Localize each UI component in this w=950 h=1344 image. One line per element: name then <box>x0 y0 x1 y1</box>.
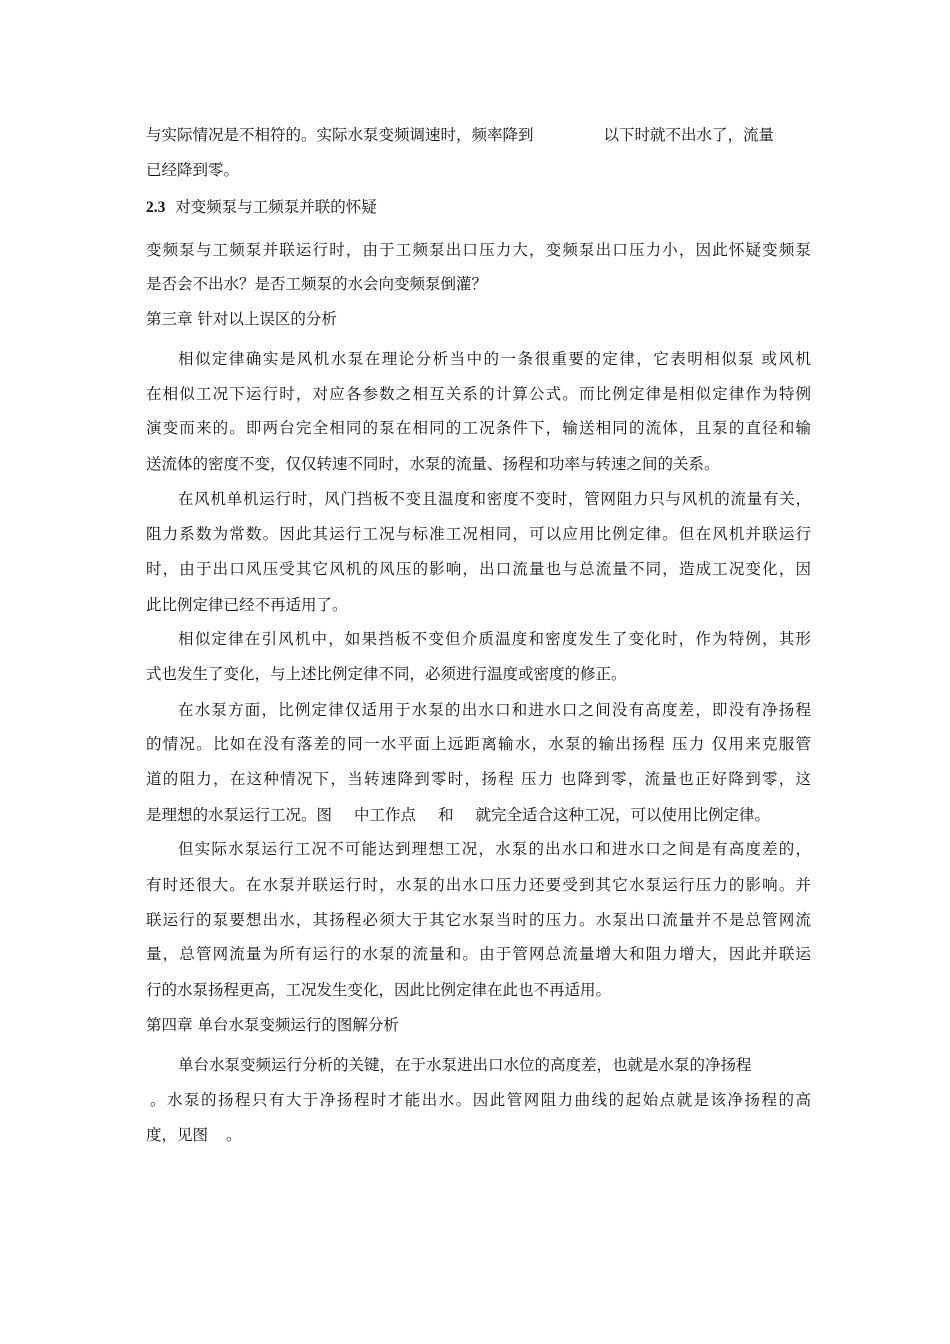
text-segment: 度，见图 <box>146 1126 209 1144</box>
text-line: 量，总管网流量为所有运行的水泵的流量和。由于管网总流量增大和阻力增大，因此并联运 <box>146 945 811 963</box>
text-line: 已经降到零。 <box>146 161 240 179</box>
text-segment: 和 <box>438 806 454 824</box>
text-line <box>146 125 811 145</box>
section-title: 对变频泵与工频泵并联的怀疑 <box>175 198 377 216</box>
text-line: 在水泵方面，比例定律仅适用于水泵的出水口和进水口之间没有高度差，即没有净扬程 <box>178 701 811 719</box>
text-segment: 以下时就不出水了，流量 <box>603 126 775 144</box>
text-line <box>146 1125 811 1145</box>
text-line: 单台水泵变频运行分析的关键，在于水泵进出口水位的高度差，也就是水泵的净扬程 <box>178 1056 752 1074</box>
section-heading <box>146 197 811 218</box>
text-line: 相似定律在引风机中，如果挡板不变但介质温度和密度发生了变化时，作为特例，其形 <box>178 630 811 648</box>
text-line: 但实际水泵运行工况不可能达到理想工况，水泵的出水口和进水口之间是有高度差的， <box>178 840 811 858</box>
text-segment: 是理想的水泵运行工况。图 <box>146 806 333 824</box>
chapter-heading: 第三章 针对以上误区的分析 <box>146 310 337 328</box>
text-line <box>146 805 811 825</box>
text-line: 道的阻力，在这种情况下，当转速降到零时，扬程 压力 也降到零，流量也正好降到零，这 <box>146 770 811 788</box>
text-line: 时，由于出口风压受其它风机的风压的影响，出口流量也与总流量不同，造成工况变化，因 <box>146 560 811 578</box>
text-segment: 中工作点 <box>354 806 417 824</box>
text-segment: 就完全适合这种工况，可以使用比例定律。 <box>475 806 771 824</box>
text-segment: 与实际情况是不相符的。实际水泵变频调速时，频率降到 <box>146 126 534 144</box>
text-line: 式也发生了变化，与上述比例定律不同，必须进行温度或密度的修正。 <box>146 665 627 683</box>
section-number: 2.3 <box>146 199 166 216</box>
text-line: 演变而来的。即两台完全相同的泵在相同的工况条件下，输送相同的流体，且泵的直径和输 <box>146 419 811 437</box>
text-line: 有时还很大。在水泵并联运行时，水泵的出水口压力还要受到其它水泵运行压力的影响。并 <box>146 876 811 894</box>
text-line: 此比例定律已经不再适用了。 <box>146 596 348 614</box>
text-line: 相似定律确实是风机水泵在理论分析当中的一条很重要的定律，它表明相似泵 或风机 <box>178 350 811 368</box>
chapter-heading: 第四章 单台水泵变频运行的图解分析 <box>146 1016 399 1034</box>
text-line: 变频泵与工频泵并联运行时，由于工频泵出口压力大，变频泵出口压力小，因此怀疑变频泵 <box>146 241 811 259</box>
text-line: 。水泵的扬程只有大于净扬程时才能出水。因此管网阻力曲线的起始点就是该净扬程的高 <box>150 1091 811 1109</box>
text-line: 在风机单机运行时，风门挡板不变且温度和密度不变时，管网阻力只与风机的流量有关， <box>178 490 811 508</box>
text-line: 行的水泵扬程更高，工况发生变化，因此比例定律在此也不再适用。 <box>146 981 612 999</box>
text-line: 的情况。比如在没有落差的同一水平面上远距离输水，水泵的输出扬程 压力 仅用来克服管 <box>146 735 811 753</box>
text-line: 在相似工况下运行时，对应各参数之相互关系的计算公式。而比例定律是相似定律作为特例 <box>146 385 811 403</box>
text-line: 阻力系数为常数。因此其运行工况与标准工况相同，可以应用比例定律。但在风机并联运行 <box>146 525 811 543</box>
text-segment: 。 <box>226 1126 242 1144</box>
text-line: 送流体的密度不变，仅仅转速不同时，水泵的流量、扬程和功率与转速之间的关系。 <box>146 455 720 473</box>
text-line: 是否会不出水？是否工频泵的水会向变频泵倒灌？ <box>146 275 488 293</box>
text-line: 联运行的泵要想出水，其扬程必须大于其它水泵当时的压力。水泵出口流量并不是总管网流 <box>146 911 811 929</box>
